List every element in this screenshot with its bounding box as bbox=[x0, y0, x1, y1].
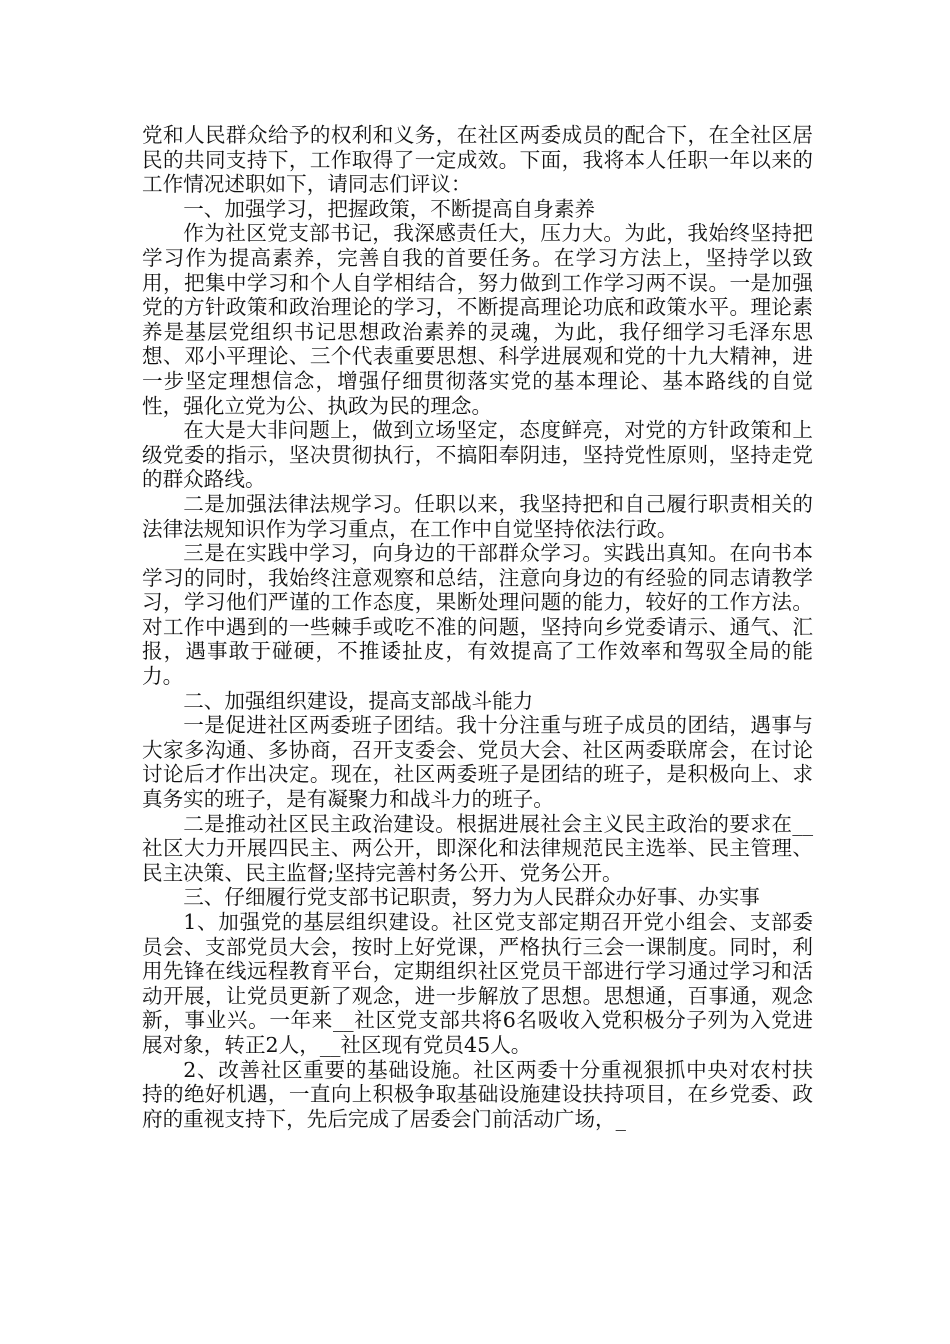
paragraph-practice-study: 三是在实践中学习，向身边的干部群众学习。实践出真知。在向书本学习的同时，我始终注意观察和总结，注意向身边的有经验的同志请教学习，学习他们严谨的工作态度，果断处理问题的能力，较好的工作方法。对工作中遇到的一些棘手或吃不准的问题，坚持向乡党委请示、通气、汇报，遇事敢于碰硬，不推诿扯皮，有效提高了工作效率和驾驭全局的能力。 bbox=[142, 541, 813, 689]
section-heading-3: 三、仔细履行党支部书记职责，努力为人民群众办好事、办实事 bbox=[183, 885, 760, 910]
paragraph-intro-continued: 党和人民群众给予的权利和义务，在社区两委成员的配合下，在全社区居民的共同支持下，工作取得了一定成效。下面，我将本人任职一年以来的工作情况述职如下，请同志们评议： bbox=[142, 123, 813, 197]
paragraph-party-building: 1、加强党的基层组织建设。社区党支部定期召开党小组会、支部委员会、支部党员大会，按时上好党课，严格执行三会一课制度。同时，利用先锋在线远程教育平台，定期组织社区党员干部进行学习通过学习和活动开展，让党员更新了观念，进一步解放了思想。思想通，百事通，观念新，事业兴。一年来__社区党支部共将6名吸收入党积极分子列为入党进展对象，转正2人，__社区现有党员45人。 bbox=[142, 910, 813, 1057]
paragraph-law-study: 二是加强法律法规学习。任职以来，我坚持把和自己履行职责相关的法律法规知识作为学习重点，在工作中自觉坚持依法行政。 bbox=[142, 491, 813, 541]
section-heading-1: 一、加强学习，把握政策，不断提高自身素养 bbox=[183, 196, 596, 221]
paragraph-democracy: 二是推动社区民主政治建设。根据进展社会主义民主政治的要求在__社区大力开展四民主、两公开，即深化和法律规范民主选举、民主管理、民主决策、民主监督;坚持完善村务公开、党务公开。 bbox=[142, 811, 813, 885]
paragraph-unity: 一是促进社区两委班子团结。我十分注重与班子成员的团结，遇事与大家多沟通、多协商，召开支委会、党员大会、社区两委联席会，在讨论讨论后才作出决定。现在，社区两委班子是团结的班子，是积极向上、求真务实的班子，是有凝聚力和战斗力的班子。 bbox=[142, 713, 813, 812]
paragraph-infrastructure: 2、改善社区重要的基础设施。社区两委十分重视狠抓中央对农村扶持的绝好机遇，一直向上积极争取基础设施建设扶持项目，在乡党委、政府的重视支持下，先后完成了居委会门前活动广场，_ bbox=[142, 1057, 813, 1131]
paragraph-study: 作为社区党支部书记，我深感责任大，压力大。为此，我始终坚持把学习作为提高素养，完善自我的首要任务。在学习方法上，坚持学以致用，把集中学习和个人自学相结合，努力做到工作学习两不误。一是加强党的方针政策和政治理论的学习，不断提高理论功底和政策水平。理论素养是基层党组织书记思想政治素养的灵魂，为此，我仔细学习毛泽东思想、邓小平理论、三个代表重要思想、科学进展观和党的十九大精神，进一步坚定理想信念，增强仔细贯彻落实党的基本理论、基本路线的自觉性，强化立党为公、执政为民的理念。 bbox=[142, 221, 813, 418]
paragraph-stance: 在大是大非问题上，做到立场坚定，态度鲜亮，对党的方针政策和上级党委的指示，坚决贯彻执行，不搞阳奉阴违，坚持党性原则，坚持走党的群众路线。 bbox=[142, 418, 813, 492]
document-body bbox=[142, 123, 813, 1131]
section-heading-2: 二、加强组织建设，提高支部战斗能力 bbox=[183, 688, 534, 713]
